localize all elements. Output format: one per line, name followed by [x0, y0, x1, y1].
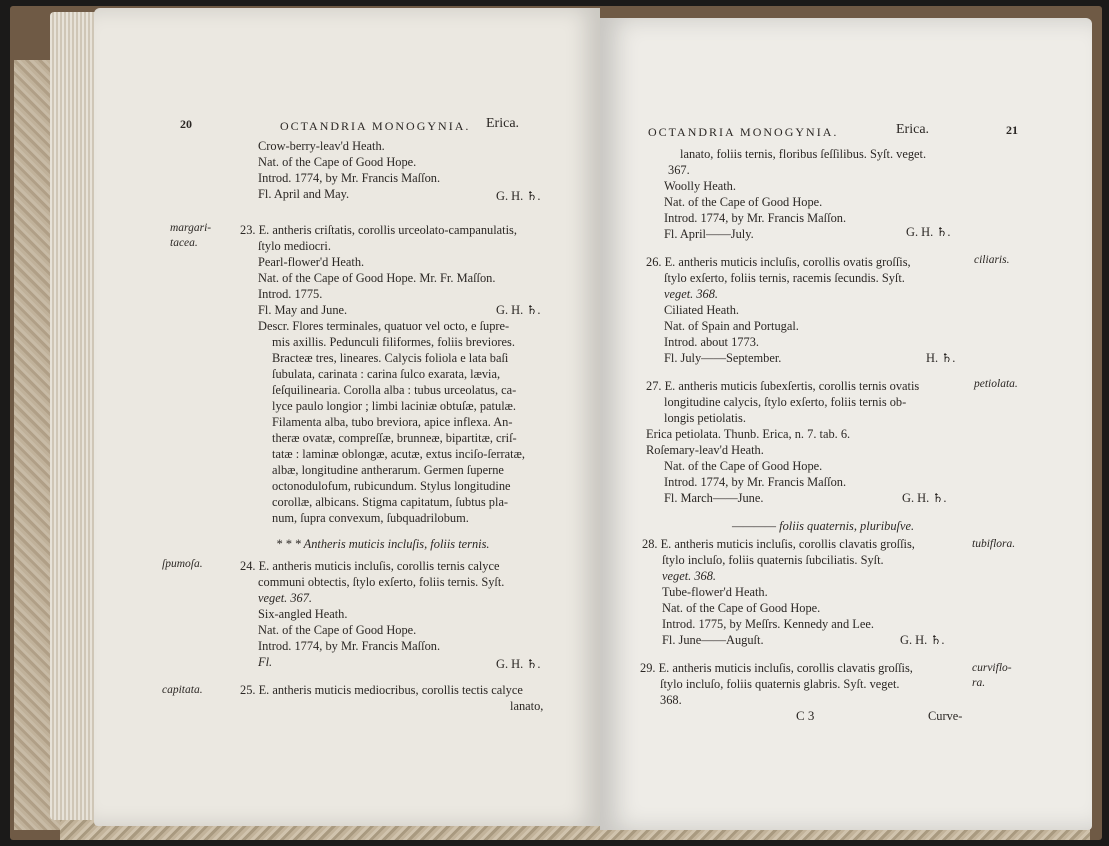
- text-line: 368.: [660, 693, 682, 707]
- text-line: Nat. of the Cape of Good Hope.: [664, 195, 823, 209]
- text-line: Nat. of the Cape of Good Hope. Mr. Fr. Maſſon.: [258, 271, 496, 285]
- text-line: Fl. April and May.: [258, 187, 350, 201]
- text-line: mis axillis. Pedunculi filiformes, foliis breviores.: [272, 335, 515, 349]
- text-line: Nat. of the Cape of Good Hope.: [258, 155, 417, 169]
- text-line: lanato,: [510, 699, 544, 713]
- text-line: ſtylo exſerto, foliis ternis, racemis ſecundis. Syſt.: [664, 271, 905, 285]
- text-line: longis petiolatis.: [664, 411, 746, 425]
- text-line: Introd. 1774, by Mr. Francis Maſſon.: [664, 211, 847, 225]
- habitat-symbol: G. H. ♄.: [496, 189, 541, 203]
- text-line: longitudine calycis, ſtylo exſerto, foliis ternis ob-: [664, 395, 907, 409]
- habitat-symbol: G. H. ♄.: [900, 633, 945, 647]
- margin-name: margari-: [170, 222, 212, 234]
- text-line: veget. 368.: [664, 287, 719, 301]
- running-header: OCTANDRIA MONOGYNIA.: [280, 119, 471, 133]
- text-line: Fl. May and June.: [258, 303, 348, 317]
- text-line: Introd. 1774, by Mr. Francis Maſſon.: [258, 639, 441, 653]
- text-line: Roſemary-leav'd Heath.: [646, 443, 764, 457]
- text-line: Fl. June——Auguſt.: [662, 633, 764, 647]
- text-line: albæ, longitudine antherarum. Germen ſuperne: [272, 463, 504, 477]
- text-line: Fl. March——June.: [664, 491, 764, 505]
- text-line: 24. E. antheris muticis incluſis, corollis ternis calyce: [240, 559, 500, 573]
- text-line: ſtylo incluſo, foliis quaternis ſubciliatis. Syſt.: [662, 553, 884, 567]
- habitat-symbol: G. H. ♄.: [496, 303, 541, 317]
- text-line: Crow-berry-leav'd Heath.: [258, 139, 385, 153]
- text-line: Bracteæ tres, lineares. Calycis foliola e lata baſi: [272, 351, 509, 365]
- text-line: octonodulofum, rubicundum. Stylus longitudine: [272, 479, 511, 493]
- text-line: Filamenta alba, tubo breviora, apice inflexa. An-: [272, 415, 513, 429]
- text-line: corollæ, albicans. Stigma capitatum, ſubtus pla-: [272, 495, 509, 509]
- text-line: Fl. July——September.: [664, 351, 782, 365]
- text-line: 367.: [668, 163, 690, 177]
- text-line: tatæ : laminæ oblongæ, acutæ, extus inciſo-ſerratæ,: [272, 447, 525, 461]
- habitat-symbol: G. H. ♄.: [496, 657, 541, 671]
- text-line: lanato, foliis ternis, floribus ſeſſilibus. Syſt. veget.: [680, 147, 927, 161]
- text-line: Nat. of the Cape of Good Hope.: [662, 601, 821, 615]
- text-line: ſubulata, carinata : carina ſulco exarata, lævia,: [272, 367, 501, 381]
- text-line: communi obtectis, ſtylo exſerto, foliis ternis. Syſt.: [258, 575, 505, 589]
- text-line: lyce paulo longior ; limbi laciniæ obtuſæ, patulæ.: [272, 399, 517, 413]
- header-genus: Erica.: [896, 122, 930, 137]
- habitat-symbol: H. ♄.: [926, 351, 956, 365]
- text-line: Fl.: [258, 655, 273, 669]
- text-line: veget. 368.: [662, 569, 717, 583]
- section-heading: ———— foliis quaternis, pluribuſve.: [732, 519, 915, 533]
- text-line: ſtylo incluſo, foliis quaternis glabris. Syſt. veget.: [660, 677, 900, 691]
- text-line: Six-angled Heath.: [258, 607, 348, 621]
- text-line: Woolly Heath.: [664, 179, 736, 193]
- text-line: Introd. 1774, by Mr. Francis Maſſon.: [258, 171, 441, 185]
- page-number: 20: [180, 117, 192, 131]
- text-line: Nat. of the Cape of Good Hope.: [664, 459, 823, 473]
- running-header: OCTANDRIA MONOGYNIA.: [648, 125, 839, 139]
- catchword: Curve-: [928, 709, 963, 723]
- text-line: Pearl-flower'd Heath.: [258, 255, 365, 269]
- margin-name: ſpumoſa.: [162, 558, 203, 570]
- text-line: 28. E. antheris muticis incluſis, corollis clavatis groſſis,: [642, 537, 915, 551]
- text-line: 25. E. antheris muticis mediocribus, corollis tectis calyce: [240, 683, 523, 697]
- header-genus: Erica.: [486, 116, 520, 131]
- margin-name: petiolata.: [974, 378, 1018, 390]
- text-line: Introd. 1774, by Mr. Francis Maſſon.: [664, 475, 847, 489]
- section-heading: * * * Antheris muticis incluſis, foliis ternis.: [276, 537, 490, 551]
- page-number: 21: [1006, 123, 1018, 137]
- text-line: 27. E. antheris muticis ſubexſertis, corollis ternis ovatis: [646, 379, 920, 393]
- margin-name: ra.: [972, 677, 986, 689]
- text-line: veget. 367.: [258, 591, 313, 605]
- text-line: ſtylo mediocri.: [258, 239, 331, 253]
- signature-mark: C 3: [796, 708, 815, 723]
- text-line: Nat. of Spain and Portugal.: [664, 319, 799, 333]
- text-line: 23. E. antheris criſtatis, corollis urceolato-campanulatis,: [240, 223, 517, 237]
- text-line: num, ſupra convexum, ſubquadrilobum.: [272, 511, 469, 525]
- text-line: Fl. April——July.: [664, 227, 754, 241]
- text-line: Introd. about 1773.: [664, 335, 759, 349]
- text-line: Introd. 1775.: [258, 287, 323, 301]
- text-line: theræ ovatæ, compreſſæ, brunneæ, bipartitæ, criſ-: [272, 431, 517, 445]
- text-line: Descr. Flores terminales, quatuor vel octo, e ſupre-: [258, 319, 510, 333]
- text-line: 29. E. antheris muticis incluſis, corollis clavatis groſſis,: [640, 661, 913, 675]
- margin-name: ciliaris.: [974, 254, 1010, 266]
- habitat-symbol: G. H. ♄.: [902, 491, 947, 505]
- margin-name: curviflo-: [972, 662, 1012, 674]
- habitat-symbol: G. H. ♄.: [906, 225, 951, 239]
- text-line: Erica petiolata. Thunb. Erica, n. 7. tab. 6.: [646, 427, 851, 441]
- right-page: [600, 18, 1092, 830]
- margin-name: capitata.: [162, 684, 203, 696]
- text-line: Ciliated Heath.: [664, 303, 740, 317]
- text-line: ſeſquilinearia. Corolla alba : tubus urceolatus, ca-: [272, 383, 517, 397]
- text-line: Introd. 1775, by Meſſrs. Kennedy and Lee.: [662, 617, 874, 631]
- text-line: Nat. of the Cape of Good Hope.: [258, 623, 417, 637]
- margin-name: tacea.: [170, 237, 198, 249]
- left-page: [94, 8, 600, 826]
- text-line: Tube-flower'd Heath.: [662, 585, 768, 599]
- margin-name: tubiflora.: [972, 538, 1016, 550]
- text-line: 26. E. antheris muticis incluſis, corollis ovatis groſſis,: [646, 255, 911, 269]
